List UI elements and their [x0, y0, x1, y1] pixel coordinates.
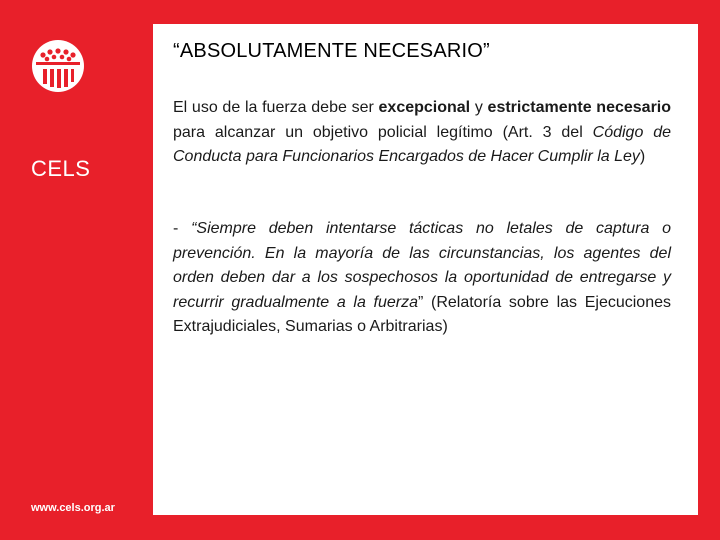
p1-bold-1: excepcional [378, 99, 471, 116]
cels-logo-icon [30, 38, 86, 94]
brand-name: CELS [31, 156, 91, 181]
p1-text-1: El uso de la fuerza debe ser [173, 99, 379, 116]
p2-italic-1: “Siempre deben intentarse tácticas no letales de captura o prevención. En la mayoría de las circunstancias, los agentes del orden deben dar a los sospechosos la oportunidad de entregarse y recurrir gradualmente a la fuerza [173, 220, 672, 311]
slide-title: “ABSOLUTAMENTE NECESARIO” [173, 40, 490, 62]
p1-italic-1: Código de Conducta para Funcionarios Encargados de Hacer Cumplir la Ley [173, 123, 672, 165]
paragraph-2 [173, 217, 671, 340]
p2-text-1: - [173, 220, 192, 237]
sidebar [0, 0, 150, 540]
p1-bold-2: estrictamente necesario [487, 99, 672, 116]
paragraph-1 [173, 96, 671, 170]
website-link[interactable]: www.cels.org.ar [31, 502, 115, 514]
content-card [153, 24, 698, 515]
p1-text-3: para alcanzar un objetivo policial legítimo (Art. 3 del [173, 123, 593, 141]
p1-text-4: ) [639, 148, 646, 165]
p1-text-2: y [470, 99, 488, 116]
p2-text-2: ” (Relatoría sobre las Ejecuciones Extrajudiciales, Sumarias o Arbitrarias) [173, 293, 671, 335]
